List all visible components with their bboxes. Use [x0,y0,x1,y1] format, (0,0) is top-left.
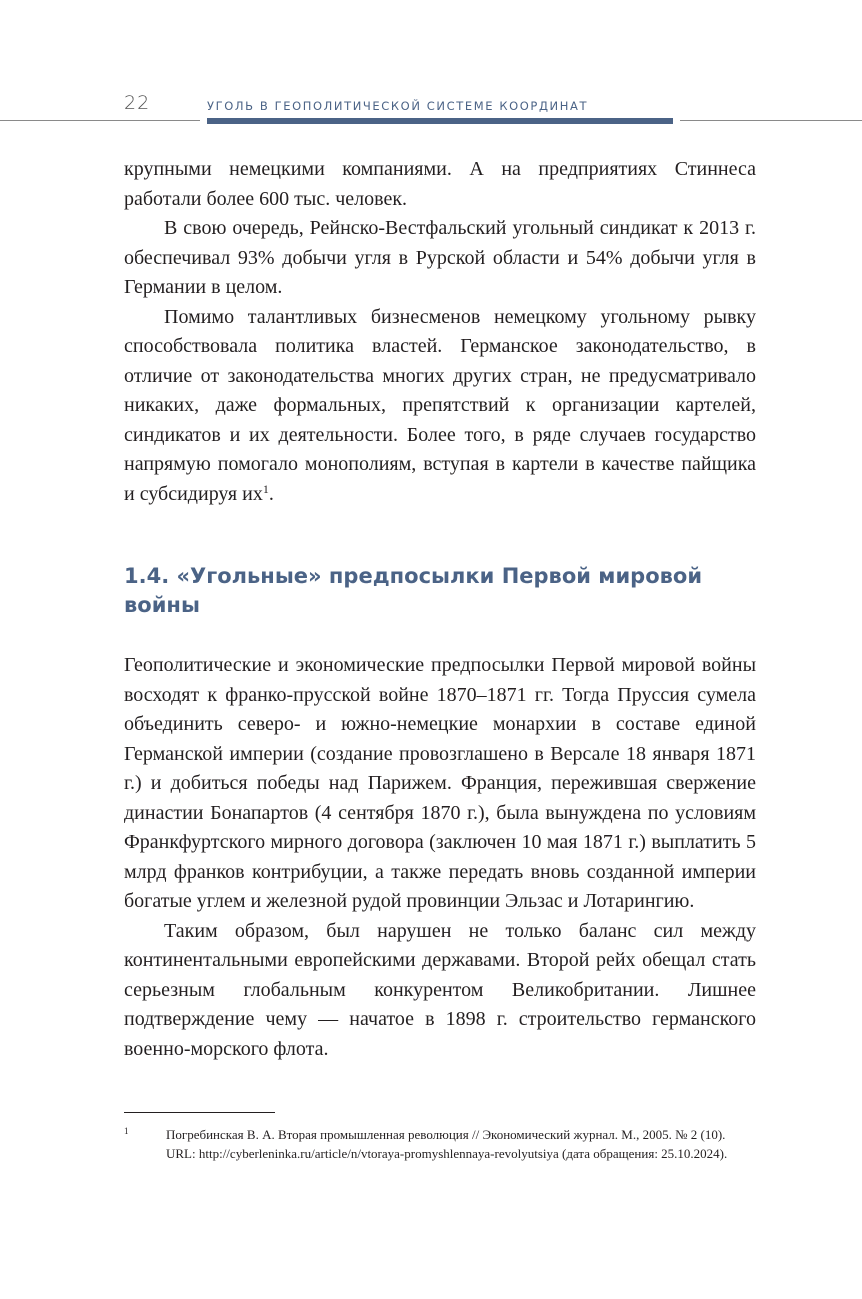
intro-paragraph-1: крупными немецкими компаниями. А на предприятиях Стиннеса работали более 600 тыс. человек. [124,158,756,210]
footnote-reference[interactable]: 1 [262,481,269,496]
header-accent-bar [207,118,673,124]
running-title: УГОЛЬ В ГЕОПОЛИТИЧЕСКОЙ СИСТЕМЕ КООРДИНАТ [207,99,589,113]
section-heading: 1.4. «Угольные» предпосылки Первой мировой войны [124,564,703,617]
footnote [124,1125,756,1163]
section-paragraph-2: Таким образом, был нарушен не только баланс сил между континентальными европейскими державами. Второй рейх обещал стать серьезным глобальным конкурентом Великобритании. Лишнее подтверждение чему — начатое в 1898 г. строительство германского военно-морского флота. [124,919,756,1060]
header-rule-right [680,120,862,121]
section-paragraph-1: Геополитические и экономические предпосылки Первой мировой войны восходят к франко-прусской войне 1870–1871 гг. Тогда Пруссия сумела объединить северо- и южно-немецкие монархии в составе единой Германской империи (создание провозглашено в Версале 18 января 1871 г.) и добиться победы над Парижем. Франция, пережившая свержение династии Бонапартов (4 сентября 1870 г.), была вынуждена по условиям Франкфуртского мирного договора (заключен 10 мая 1871 г.) выплатить 5 млрд франков контрибуции, а также передать вновь созданной империи богатые углем и железной рудой провинции Эльзас и Лотарингию. [124,654,756,912]
footnote-number: 1 [124,1126,129,1136]
footnote-separator [124,1112,275,1113]
intro-paragraph-3-text: Помимо талантливых бизнесменов немецкому угольному рывку способствовала политика властей. Германское законодательство, в отличие от законодательства многих других стран, не предусматривало никаких, даже формальных, препятствий к организации картелей, синдикатов и их деятельности. Более того, в ряде случаев государство напрямую помогало монополиям, вступая в картели в качестве пайщика и субсидируя их [124,305,756,505]
header-rule-left [0,120,200,121]
page-number: 22 [124,92,151,114]
footnote-text: Погребинская В. А. Вторая промышленная революция // Экономический журнал. М., 2005. № 2 (10). URL: http://cyberleninka.ru/article/n/vtoraya-promyshlennaya-revolyutsiya (дата обращения: 25.10.2024). [166,1127,728,1161]
intro-paragraph-2: В свою очередь, Рейнско-Вестфальский угольный синдикат к 2013 г. обеспечивал 93% добычи угля в Рурской области и 54% добычи угля в Германии в целом. [124,217,756,298]
section-text [124,651,756,1064]
intro-text [124,155,756,509]
intro-paragraph-3-end: . [268,482,274,505]
intro-paragraph-3 [124,303,756,510]
